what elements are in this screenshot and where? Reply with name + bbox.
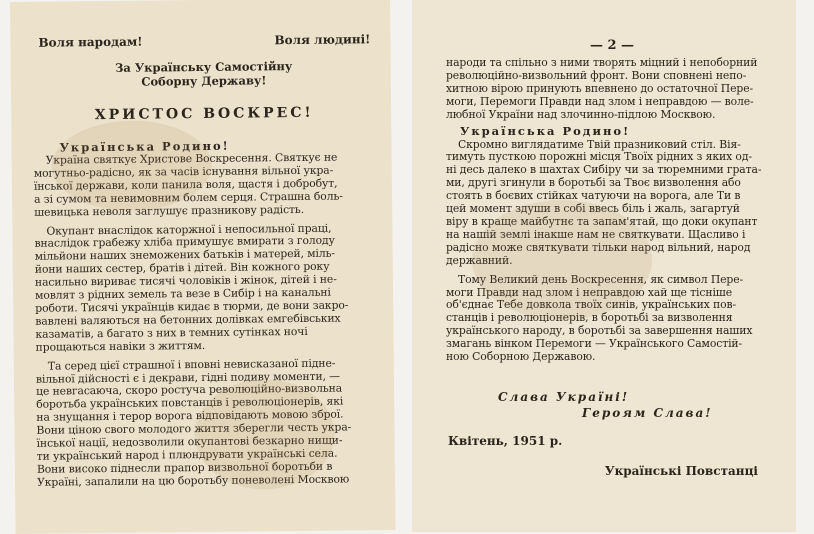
text-line: Та серед цієї страшної і вповні невисказаної підне- xyxy=(47,356,336,373)
text-line: радісно може святкувати тільки народ вільний, народ xyxy=(446,240,751,254)
headline: ХРИСТОС ВОСКРЕС! xyxy=(94,104,314,124)
text-line: мовлят з рідних земель та везе в Сибір і на канальні xyxy=(35,285,331,302)
text-line: любної України над злочинно-підлою Москвою. xyxy=(446,107,716,121)
text-line: ми, другі згинули в боротьбі за Твоє визволення або xyxy=(446,176,741,190)
page-number: — 2 — xyxy=(589,38,635,53)
text-line: їнської нації, недозволили окупантові безкарно нищи- xyxy=(36,433,343,450)
text-line: мільйони наших знеможених батьків і матерей, міль- xyxy=(34,246,336,264)
right-page xyxy=(412,0,796,532)
text-line: їнської держави, коли панила воля, щастя і добробут, xyxy=(33,176,338,193)
text-line: віру в краще майбутнє та запам'ятай, що доки окупант xyxy=(446,214,758,228)
text-line: вільної дійсності є і декрави, гідні подиву моменти, — xyxy=(35,369,341,386)
dedication-line: За Українську Самостійну xyxy=(115,59,293,75)
right-body-top xyxy=(446,57,778,122)
salutation: Українська Родино! xyxy=(460,123,631,138)
text-line: а зі сумом та невимовним болем серця. Страшна боль- xyxy=(34,189,343,206)
text-line: Вони ціною свого молодого життя зберегли честь укра- xyxy=(36,420,352,437)
slogan-right: Воля людині! xyxy=(274,32,371,48)
text-line: казаматів, а багато з них в темних сутінках ночі xyxy=(35,324,308,341)
slogan-left: Воля народам! xyxy=(38,34,143,50)
text-line: хитною вірою принують впевнено до остаточної Пере- xyxy=(446,81,754,95)
text-line: стоять в боєвих стійках чатуючи на ворога, але Ти в xyxy=(446,189,741,203)
text-line: об'єднає Тебе довкола твоїх синів, українських пов- xyxy=(446,298,737,312)
text-line: моги, Перемоги Правди над злом і неправдою — воле- xyxy=(446,94,754,108)
closing-slogan: Слава Україні! xyxy=(498,389,630,404)
dedication xyxy=(33,58,375,90)
text-line: державний. xyxy=(446,253,513,267)
text-line: ні десь далеко в шахтах Сибіру чи за тюремними грата- xyxy=(446,163,762,177)
paper-stain xyxy=(472,200,652,320)
text-line: революційно-визвольний фронт. Вони сповнені непо- xyxy=(446,68,747,82)
dedication-line: Соборну Державу! xyxy=(141,73,267,89)
text-line: тимуть пусткою порожні місця Твоїх рідних з яких од- xyxy=(446,150,752,164)
text-line: йони наших сестер, братів і дітей. Він кожного року xyxy=(34,259,330,276)
text-line: внаслідок грабежу хліба примушує вмирати з голоду xyxy=(34,234,335,251)
text-line: вавлені валяються на бетонних долівках емгебівських xyxy=(35,311,341,328)
text-line: прощаються навіки з життям. xyxy=(35,338,206,354)
text-line: моги Правди над злом і неправдою хай ще тісніше xyxy=(446,285,733,299)
text-line: змагань вінком Перемоги — Українського Самостій- xyxy=(446,337,743,351)
signature: Українські Повстанці xyxy=(604,463,758,478)
text-line: Вони високо піднесли прапор визвольної боротьби в xyxy=(36,459,333,476)
text-line: ти український народ і плюндрувати українські села. xyxy=(36,446,338,463)
text-line: роботи. Тисячі українців кидає в тюрми, де вони закро- xyxy=(35,298,349,315)
text-line: насильно вириває тисячі чоловіків і жінок, дітей і не- xyxy=(34,272,337,289)
text-line: народи та спільно з ними творять міцний і непоборний xyxy=(446,56,758,69)
date: Квітень, 1951 р. xyxy=(448,433,563,448)
text-line: шевицька неволя заглушує празникову радість. xyxy=(34,202,305,219)
text-line: станців і революціонерів, в боротьбі за визволення xyxy=(446,311,733,325)
text-line: це невгасаюча, скоро ростуча революційно-визвольна xyxy=(36,381,343,399)
text-line: могутньо-радісно, як за часів існування вільної укра- xyxy=(33,163,334,180)
text-line: українського народу, в боротьбі за завершення наших xyxy=(446,324,753,338)
closing-slogan: Героям Слава! xyxy=(582,405,713,420)
text-line: Україні, запалили на цю боротьбу поневолені Москвою xyxy=(36,472,350,489)
text-line: на знущання і терор ворога відповідають мовою зброї. xyxy=(36,407,344,424)
text-line: на нашій землі інакше нам не святкувати. Щасливо і xyxy=(446,227,746,241)
text-line: Тому Великий день Воскресення, як символ Пере- xyxy=(458,272,744,286)
salutation: Українська Родино! xyxy=(59,138,230,155)
text-line: ною Соборною Державою. xyxy=(446,350,596,364)
slogans xyxy=(38,32,370,49)
text-line: цей момент здуши в собі ввесь біль і жаль, загартуй xyxy=(446,202,740,216)
text-line: Україна святкує Христове Воскресення. Святкує не xyxy=(45,150,338,167)
left-page xyxy=(10,0,396,534)
text-line: Скромно виглядатиме Твій празниковий стіл. Вія- xyxy=(458,137,741,151)
text-line: Окупант внаслідок каторжної і непосильної праці, xyxy=(46,221,332,238)
text-line: боротьба українських повстанців і революціонерів, які xyxy=(36,394,344,412)
